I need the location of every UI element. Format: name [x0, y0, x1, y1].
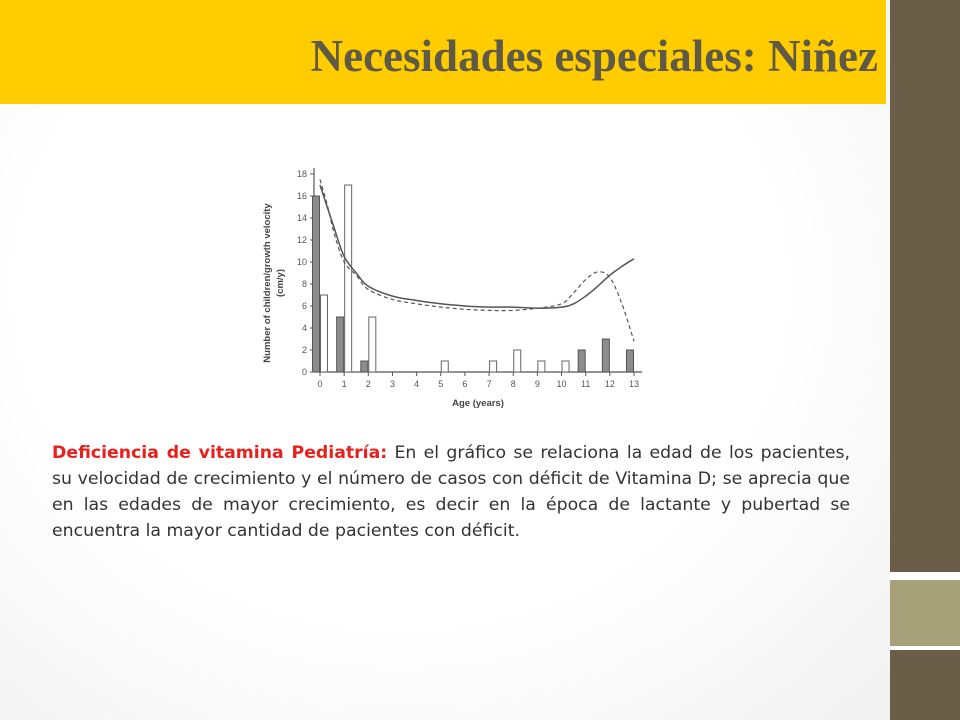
x-tick-label: 3	[389, 379, 395, 389]
bar-filled	[578, 350, 585, 372]
side-strip-middle	[890, 580, 960, 646]
x-tick-label: 5	[438, 379, 444, 389]
y-tick-label: 12	[296, 235, 307, 245]
bar-open	[538, 361, 545, 372]
bar-open	[490, 361, 497, 372]
x-tick-label: 4	[414, 379, 420, 389]
y-tick-label: 16	[296, 191, 307, 201]
y-axis-label-line: (cm/y)	[275, 269, 286, 297]
x-tick-label: 6	[462, 379, 468, 389]
page-title: Necesidades especiales: Niñez	[310, 31, 878, 81]
bar-open	[345, 185, 352, 372]
x-tick-label: 8	[510, 379, 516, 389]
x-tick-label: 13	[628, 379, 640, 389]
title-bar	[0, 0, 886, 104]
curve-solid	[320, 185, 634, 308]
caption-body: En el gráfico se relaciona la edad de los pacientes, su velocidad de crecimiento y el número de casos con déficit de Vitamina D; se aprecia que en las edades de mayor crecimiento, es decir en la época de lactante y pubertad se encuentra la mayor cantidad de pacientes con déficit.	[52, 443, 850, 541]
y-tick-label: 18	[296, 169, 307, 179]
bar-open	[514, 350, 521, 372]
caption-paragraph	[52, 440, 850, 544]
caption-lead: Deficiencia de vitamina Pediatría:	[52, 443, 388, 463]
y-tick-label: 8	[301, 279, 307, 289]
chart-axes	[310, 168, 642, 376]
bar-open	[441, 361, 448, 372]
bar-open	[562, 361, 569, 372]
x-tick-label: 12	[604, 379, 615, 389]
y-axis-label-line: Number of children/growth velocity	[262, 203, 273, 363]
x-tick-label: 10	[556, 379, 567, 389]
x-axis-label: Age (years)	[452, 398, 504, 409]
x-tick-label: 9	[534, 379, 540, 389]
x-tick-label: 11	[581, 379, 591, 389]
y-tick-label: 2	[301, 345, 307, 355]
y-tick-label: 6	[301, 301, 307, 311]
bar-filled	[313, 196, 320, 372]
y-tick-label: 10	[296, 257, 307, 267]
y-tick-label: 14	[296, 213, 307, 223]
x-tick-label: 7	[486, 379, 492, 389]
curve-dashed	[320, 180, 634, 342]
x-tick-label: 0	[317, 379, 323, 389]
y-tick-label: 0	[301, 367, 307, 377]
y-axis-label	[262, 203, 286, 363]
bar-open	[321, 295, 328, 372]
chart-curves	[320, 180, 634, 342]
side-strip-bottom	[890, 650, 960, 720]
y-tick-label: 4	[301, 323, 307, 333]
chart-svg	[246, 156, 656, 412]
bar-filled	[602, 339, 609, 372]
x-tick-label: 2	[365, 379, 371, 389]
growth-chart	[246, 156, 656, 412]
bar-filled	[337, 317, 344, 372]
side-strip-top	[890, 0, 960, 572]
x-tick-label: 1	[341, 379, 347, 389]
bar-open	[369, 317, 376, 372]
bar-filled	[361, 361, 368, 372]
bar-filled	[627, 350, 634, 372]
